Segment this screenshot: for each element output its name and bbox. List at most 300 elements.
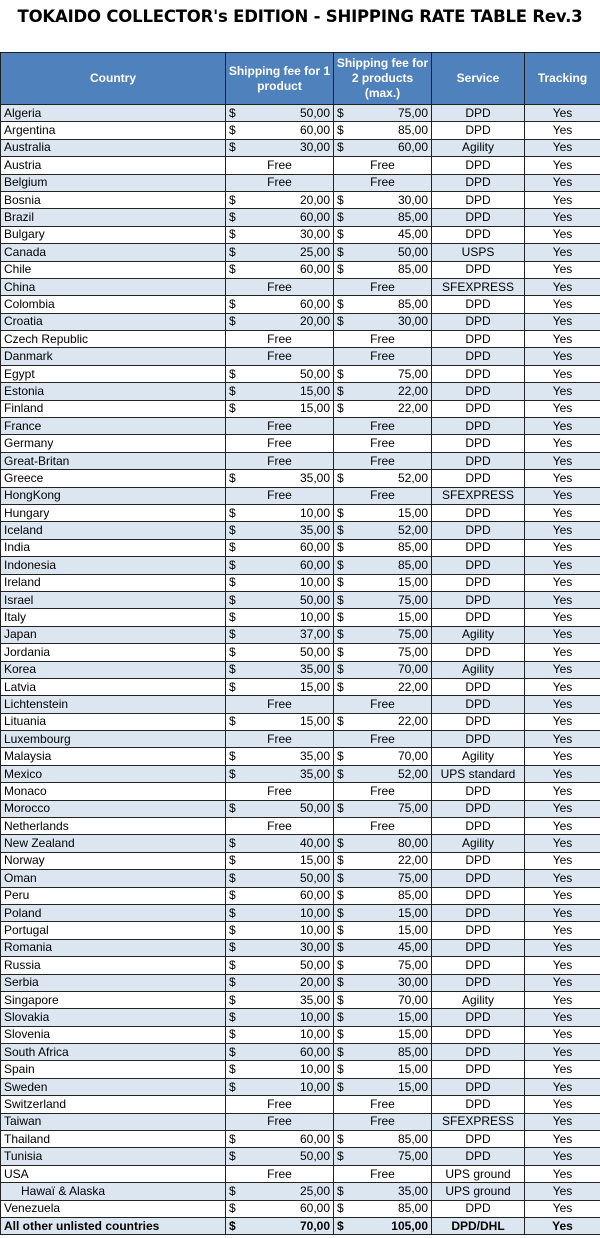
country-cell: Latvia [1,678,226,695]
currency-symbol: $ [229,1062,236,1077]
service-cell: DPD [432,922,525,939]
currency-symbol: $ [229,1010,236,1024]
money-value [337,558,428,573]
tracking-cell: Yes [525,487,600,504]
fee-2-products-cell: Free [334,731,432,748]
table-row [1,696,600,713]
amount: 15,00 [397,505,428,520]
fee-1-product-cell: Free [226,418,334,435]
country-cell: Israel [1,591,226,608]
fee-2-products-cell [334,1148,432,1165]
fee-1-product-cell [226,365,334,382]
table-row [1,209,600,226]
currency-symbol: $ [337,1149,344,1164]
country-cell: Finland [1,400,226,417]
currency-symbol: $ [337,1062,344,1077]
money-value [229,262,330,277]
amount: 10,00 [299,1027,330,1042]
table-row [1,418,600,435]
country-cell: Mexico [1,765,226,782]
fee-1-product-cell [226,383,334,400]
amount: 52,00 [397,470,428,485]
tracking-cell: Yes [525,122,600,139]
tracking-cell: Yes [525,522,600,539]
fee-1-product-cell: Free [226,1165,334,1182]
fee-1-product-cell [226,852,334,869]
money-value [337,1184,428,1199]
money-value [337,1201,428,1216]
fee-2-products-cell: Free [334,348,432,365]
service-cell: USPS [432,244,525,261]
amount: 15,00 [299,383,330,398]
service-cell: DPD [432,678,525,695]
currency-symbol: $ [229,244,236,259]
fee-2-products-cell: Free [334,174,432,191]
fee-1-product-cell [226,122,334,139]
country-cell: Belgium [1,174,226,191]
fee-2-products-cell [334,313,432,330]
money-value [337,1010,428,1025]
fee-1-product-cell [226,922,334,939]
fee-1-product-cell [226,800,334,817]
amount: 75,00 [397,957,428,972]
money-value [229,210,330,225]
currency-symbol: $ [337,644,344,659]
fee-2-products-cell: Free [334,696,432,713]
currency-symbol: $ [229,749,236,764]
country-cell: Iceland [1,522,226,539]
table-row [1,974,600,991]
currency-symbol: $ [337,470,344,485]
table-row [1,1078,600,1095]
money-value [337,506,428,521]
table-row [1,1096,600,1113]
money-value [337,1045,428,1060]
table-body [1,105,600,1235]
fee-1-product-cell [226,591,334,608]
country-cell: Lichtenstein [1,696,226,713]
currency-symbol: $ [337,314,344,329]
currency-symbol: $ [337,766,344,781]
table-row [1,661,600,678]
fee-1-product-cell: Free [226,278,334,295]
currency-symbol: $ [337,210,344,225]
table-row [1,400,600,417]
tracking-cell: Yes [525,748,600,765]
country-cell: Argentina [1,122,226,139]
currency-symbol: $ [337,592,344,607]
service-cell: DPD [432,852,525,869]
table-row [1,539,600,556]
fee-2-products-cell [334,800,432,817]
money-value [229,958,330,973]
amount: 15,00 [397,1079,428,1094]
money-value [337,540,428,555]
service-cell: DPD [432,713,525,730]
amount: 50,00 [299,366,330,381]
money-value [337,262,428,277]
fee-1-product-cell [226,139,334,156]
currency-symbol: $ [337,836,344,851]
country-cell: Algeria [1,105,226,122]
tracking-cell: Yes [525,1183,600,1200]
country-cell: France [1,418,226,435]
country-cell: South Africa [1,1044,226,1061]
tracking-cell: Yes [525,818,600,835]
fee-1-product-cell [226,1218,334,1235]
amount: 60,00 [397,140,428,155]
tracking-cell: Yes [525,574,600,591]
money-value [337,627,428,642]
currency-symbol: $ [229,592,236,607]
money-value [337,1132,428,1147]
money-value [229,923,330,938]
fee-1-product-cell [226,609,334,626]
table-row [1,591,600,608]
tracking-cell: Yes [525,1131,600,1148]
currency-symbol: $ [337,1131,344,1146]
amount: 22,00 [397,383,428,398]
money-value [337,227,428,242]
tracking-cell: Yes [525,609,600,626]
amount: 35,00 [299,749,330,764]
table-row [1,504,600,521]
fee-1-product-cell [226,713,334,730]
table-row [1,383,600,400]
fee-1-product-cell [226,226,334,243]
fee-1-product-cell [226,1061,334,1078]
fee-1-product-cell: Free [226,331,334,348]
tracking-cell: Yes [525,1113,600,1130]
fee-2-products-cell: Free [334,435,432,452]
country-cell: Croatia [1,313,226,330]
money-value [337,1080,428,1095]
service-cell: DPD [432,591,525,608]
fee-2-products-cell [334,887,432,904]
fee-2-products-cell [334,904,432,921]
amount: 15,00 [397,1010,428,1024]
country-cell: Hawaï & Alaska [1,1183,226,1200]
money-value [229,575,330,590]
service-cell: DPD [432,783,525,800]
fee-2-products-cell [334,678,432,695]
country-cell: Serbia [1,974,226,991]
fee-2-products-cell: Free [334,1165,432,1182]
country-cell: Luxembourg [1,731,226,748]
tracking-cell: Yes [525,470,600,487]
tracking-cell: Yes [525,922,600,939]
tracking-cell: Yes [525,957,600,974]
service-cell: DPD [432,209,525,226]
currency-symbol: $ [337,401,344,416]
tracking-cell: Yes [525,713,600,730]
table-row [1,105,600,122]
tracking-cell: Yes [525,661,600,678]
country-cell: Germany [1,435,226,452]
amount: 60,00 [299,1131,330,1146]
table-row [1,731,600,748]
money-value [229,227,330,242]
money-value [337,906,428,921]
money-value [229,993,330,1008]
currency-symbol: $ [337,505,344,520]
amount: 15,00 [397,905,428,920]
service-cell: DPD [432,557,525,574]
tracking-cell: Yes [525,157,600,174]
amount: 60,00 [299,123,330,138]
currency-symbol: $ [337,1044,344,1059]
amount: 25,00 [299,1183,330,1198]
currency-symbol: $ [337,262,344,277]
tracking-cell: Yes [525,852,600,869]
money-value [229,645,330,660]
amount: 75,00 [397,366,428,381]
amount: 35,00 [299,992,330,1007]
table-row [1,365,600,382]
tracking-cell: Yes [525,974,600,991]
fee-1-product-cell [226,1078,334,1095]
amount: 30,00 [397,975,428,990]
table-row [1,852,600,869]
fee-2-products-cell [334,765,432,782]
amount: 60,00 [299,296,330,311]
tracking-cell: Yes [525,1044,600,1061]
money-value [229,523,330,538]
tracking-cell: Yes [525,331,600,348]
table-row [1,487,600,504]
fee-2-products-cell [334,870,432,887]
fee-1-product-cell [226,504,334,521]
table-row [1,1113,600,1130]
amount: 10,00 [299,575,330,590]
money-value [229,853,330,868]
service-cell: DPD [432,383,525,400]
money-value [337,297,428,312]
table-row [1,765,600,782]
table-row [1,191,600,208]
table-row [1,278,600,295]
fee-2-products-cell [334,504,432,521]
tracking-cell: Yes [525,452,600,469]
currency-symbol: $ [229,105,236,120]
fee-2-products-cell [334,1183,432,1200]
tracking-cell: Yes [525,870,600,887]
country-cell: Ireland [1,574,226,591]
currency-symbol: $ [337,227,344,242]
table-row [1,939,600,956]
amount: 30,00 [299,227,330,242]
money-value [229,836,330,851]
money-value [337,140,428,155]
country-cell: Venezuela [1,1200,226,1217]
country-cell: Slovenia [1,1026,226,1043]
money-value [337,593,428,608]
country-cell: Malaysia [1,748,226,765]
amount: 10,00 [299,1010,330,1024]
currency-symbol: $ [337,557,344,572]
fee-2-products-cell [334,522,432,539]
fee-2-products-cell [334,1131,432,1148]
service-cell: DPD [432,800,525,817]
table-row [1,818,600,835]
currency-symbol: $ [337,244,344,259]
service-cell: SFEXPRESS [432,278,525,295]
currency-symbol: $ [229,801,236,816]
tracking-cell: Yes [525,678,600,695]
tracking-cell: Yes [525,1218,600,1235]
money-value [337,767,428,782]
fee-1-product-cell [226,1044,334,1061]
fee-2-products-cell [334,539,432,556]
table-row [1,626,600,643]
fee-2-products-cell [334,1200,432,1217]
money-value [337,714,428,729]
country-cell: Peru [1,887,226,904]
country-cell: Czech Republic [1,331,226,348]
country-cell: Chile [1,261,226,278]
service-cell: UPS ground [432,1183,525,1200]
amount: 10,00 [299,610,330,625]
service-cell: DPD [432,122,525,139]
money-value [229,314,330,329]
tracking-cell: Yes [525,365,600,382]
currency-symbol: $ [337,888,344,903]
fee-1-product-cell [226,296,334,313]
country-cell: Greece [1,470,226,487]
header-fee-1-product: Shipping fee for 1 product [226,53,334,105]
money-value [337,958,428,973]
table-row [1,139,600,156]
tracking-cell: Yes [525,244,600,261]
amount: 10,00 [299,1062,330,1077]
table-row [1,887,600,904]
service-cell: DPD [432,1044,525,1061]
money-value [229,888,330,903]
fee-1-product-cell [226,261,334,278]
title-spacer [0,36,600,52]
fee-1-product-cell [226,1183,334,1200]
header-tracking: Tracking [525,53,600,105]
shipping-rate-table [0,52,600,1235]
currency-symbol: $ [229,314,236,329]
amount: 15,00 [397,923,428,938]
money-value [229,801,330,816]
currency-symbol: $ [229,1183,236,1198]
fee-2-products-cell [334,1026,432,1043]
currency-symbol: $ [337,123,344,138]
currency-symbol: $ [337,540,344,555]
service-cell: DPD [432,870,525,887]
fee-1-product-cell: Free [226,1113,334,1130]
fee-1-product-cell: Free [226,818,334,835]
tracking-cell: Yes [525,105,600,122]
service-cell: DPD [432,731,525,748]
money-value [229,540,330,555]
tracking-cell: Yes [525,904,600,921]
header-country: Country [1,53,226,105]
service-cell: DPD [432,939,525,956]
service-cell: DPD [432,400,525,417]
service-cell: SFEXPRESS [432,487,525,504]
country-cell: Bosnia [1,191,226,208]
currency-symbol: $ [229,505,236,520]
country-cell: Jordania [1,644,226,661]
money-value [229,506,330,521]
fee-1-product-cell: Free [226,1096,334,1113]
service-cell: DPD [432,1200,525,1217]
amount: 15,00 [299,853,330,868]
service-cell: DPD [432,191,525,208]
fee-1-product-cell [226,887,334,904]
country-cell: Egypt [1,365,226,382]
currency-symbol: $ [337,679,344,694]
currency-symbol: $ [337,575,344,590]
amount: 52,00 [397,523,428,538]
fee-1-product-cell [226,539,334,556]
amount: 70,00 [397,662,428,677]
table-row [1,1044,600,1061]
fee-1-product-cell [226,644,334,661]
money-value [337,123,428,138]
amount: 60,00 [299,540,330,555]
service-cell: DPD [432,1078,525,1095]
tracking-cell: Yes [525,1148,600,1165]
fee-2-products-cell [334,191,432,208]
table-row [1,922,600,939]
amount: 85,00 [397,1044,428,1059]
tracking-cell: Yes [525,296,600,313]
fee-1-product-cell [226,1148,334,1165]
table-row [1,122,600,139]
fee-2-products-cell [334,1218,432,1235]
country-cell: Sweden [1,1078,226,1095]
amount: 50,00 [299,957,330,972]
fee-2-products-cell [334,591,432,608]
fee-1-product-cell [226,678,334,695]
tracking-cell: Yes [525,539,600,556]
money-value [229,610,330,625]
currency-symbol: $ [337,366,344,381]
amount: 75,00 [397,105,428,120]
money-value [229,714,330,729]
amount: 60,00 [299,210,330,225]
amount: 30,00 [397,192,428,207]
amount: 85,00 [397,123,428,138]
country-cell: Korea [1,661,226,678]
tracking-cell: Yes [525,313,600,330]
money-value [337,888,428,903]
tracking-cell: Yes [525,1026,600,1043]
table-row [1,1148,600,1165]
money-value [229,906,330,921]
service-cell: DPD [432,348,525,365]
currency-symbol: $ [229,1218,236,1233]
currency-symbol: $ [337,853,344,868]
table-header [1,53,600,105]
money-value [229,1027,330,1042]
amount: 15,00 [397,575,428,590]
country-cell: Oman [1,870,226,887]
table-row [1,957,600,974]
service-cell: DPD [432,609,525,626]
fee-2-products-cell: Free [334,487,432,504]
amount: 15,00 [397,1062,428,1077]
fee-2-products-cell [334,1009,432,1026]
country-cell: Russia [1,957,226,974]
fee-1-product-cell [226,661,334,678]
table-row [1,748,600,765]
money-value [337,801,428,816]
